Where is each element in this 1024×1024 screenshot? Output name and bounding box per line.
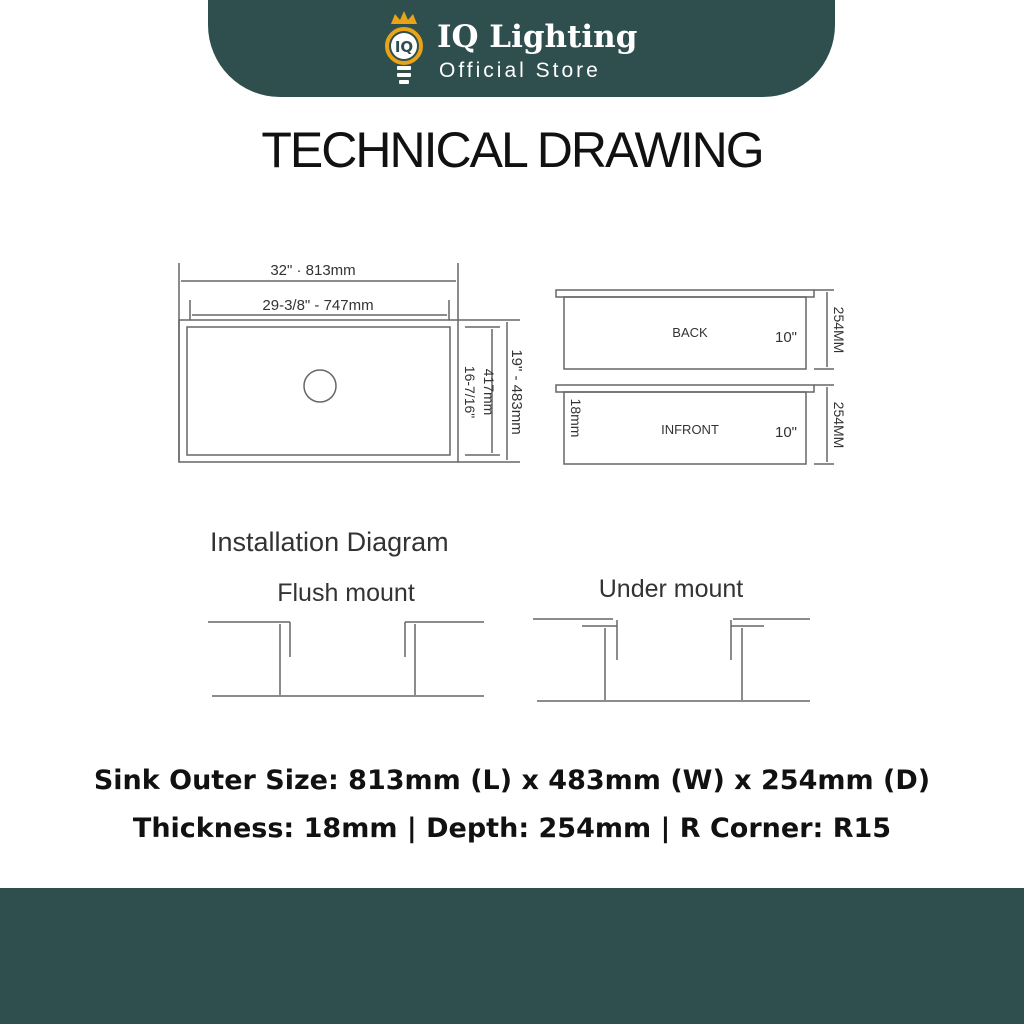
page-title: TECHNICAL DRAWING	[261, 122, 763, 178]
front-depth-inch: 10"	[774, 424, 798, 441]
footer-band	[0, 888, 1024, 1024]
spec-thickness-depth: Thickness: 18mm | Depth: 254mm | R Corner: R15	[132, 813, 892, 844]
installation-diagram	[208, 527, 810, 701]
brand-subtitle: Official Store	[439, 59, 601, 82]
installation-title: Installation Diagram	[210, 527, 449, 557]
back-label: BACK	[672, 325, 708, 340]
brand-name: IQ Lighting	[437, 19, 638, 55]
thickness-label: 18mm	[568, 398, 584, 438]
flush-mount-label: Flush mount	[277, 579, 415, 607]
back-depth-inch: 10"	[774, 329, 798, 346]
outer-length-label: 32" · 813mm	[270, 262, 356, 279]
front-label: INFRONT	[661, 422, 719, 437]
outer-width-label: 19" - 483mm	[508, 349, 525, 435]
front-height-label: 254MM	[831, 401, 847, 449]
front-view	[556, 385, 847, 464]
drain-hole	[304, 370, 336, 402]
inner-length-label: 29-3/8" - 747mm	[262, 297, 374, 314]
spec-outer-size: Sink Outer Size: 813mm (L) x 483mm (W) x 254mm (D)	[93, 765, 931, 796]
inner-width-inch-label: 16-7/16"	[462, 365, 478, 419]
back-view	[556, 290, 847, 369]
inner-width-label: 417mm	[481, 368, 497, 416]
under-mount-label: Under mount	[598, 575, 744, 603]
top-view	[179, 262, 525, 462]
back-height-label: 254MM	[831, 306, 847, 354]
logo-letters: IQ	[394, 38, 414, 56]
